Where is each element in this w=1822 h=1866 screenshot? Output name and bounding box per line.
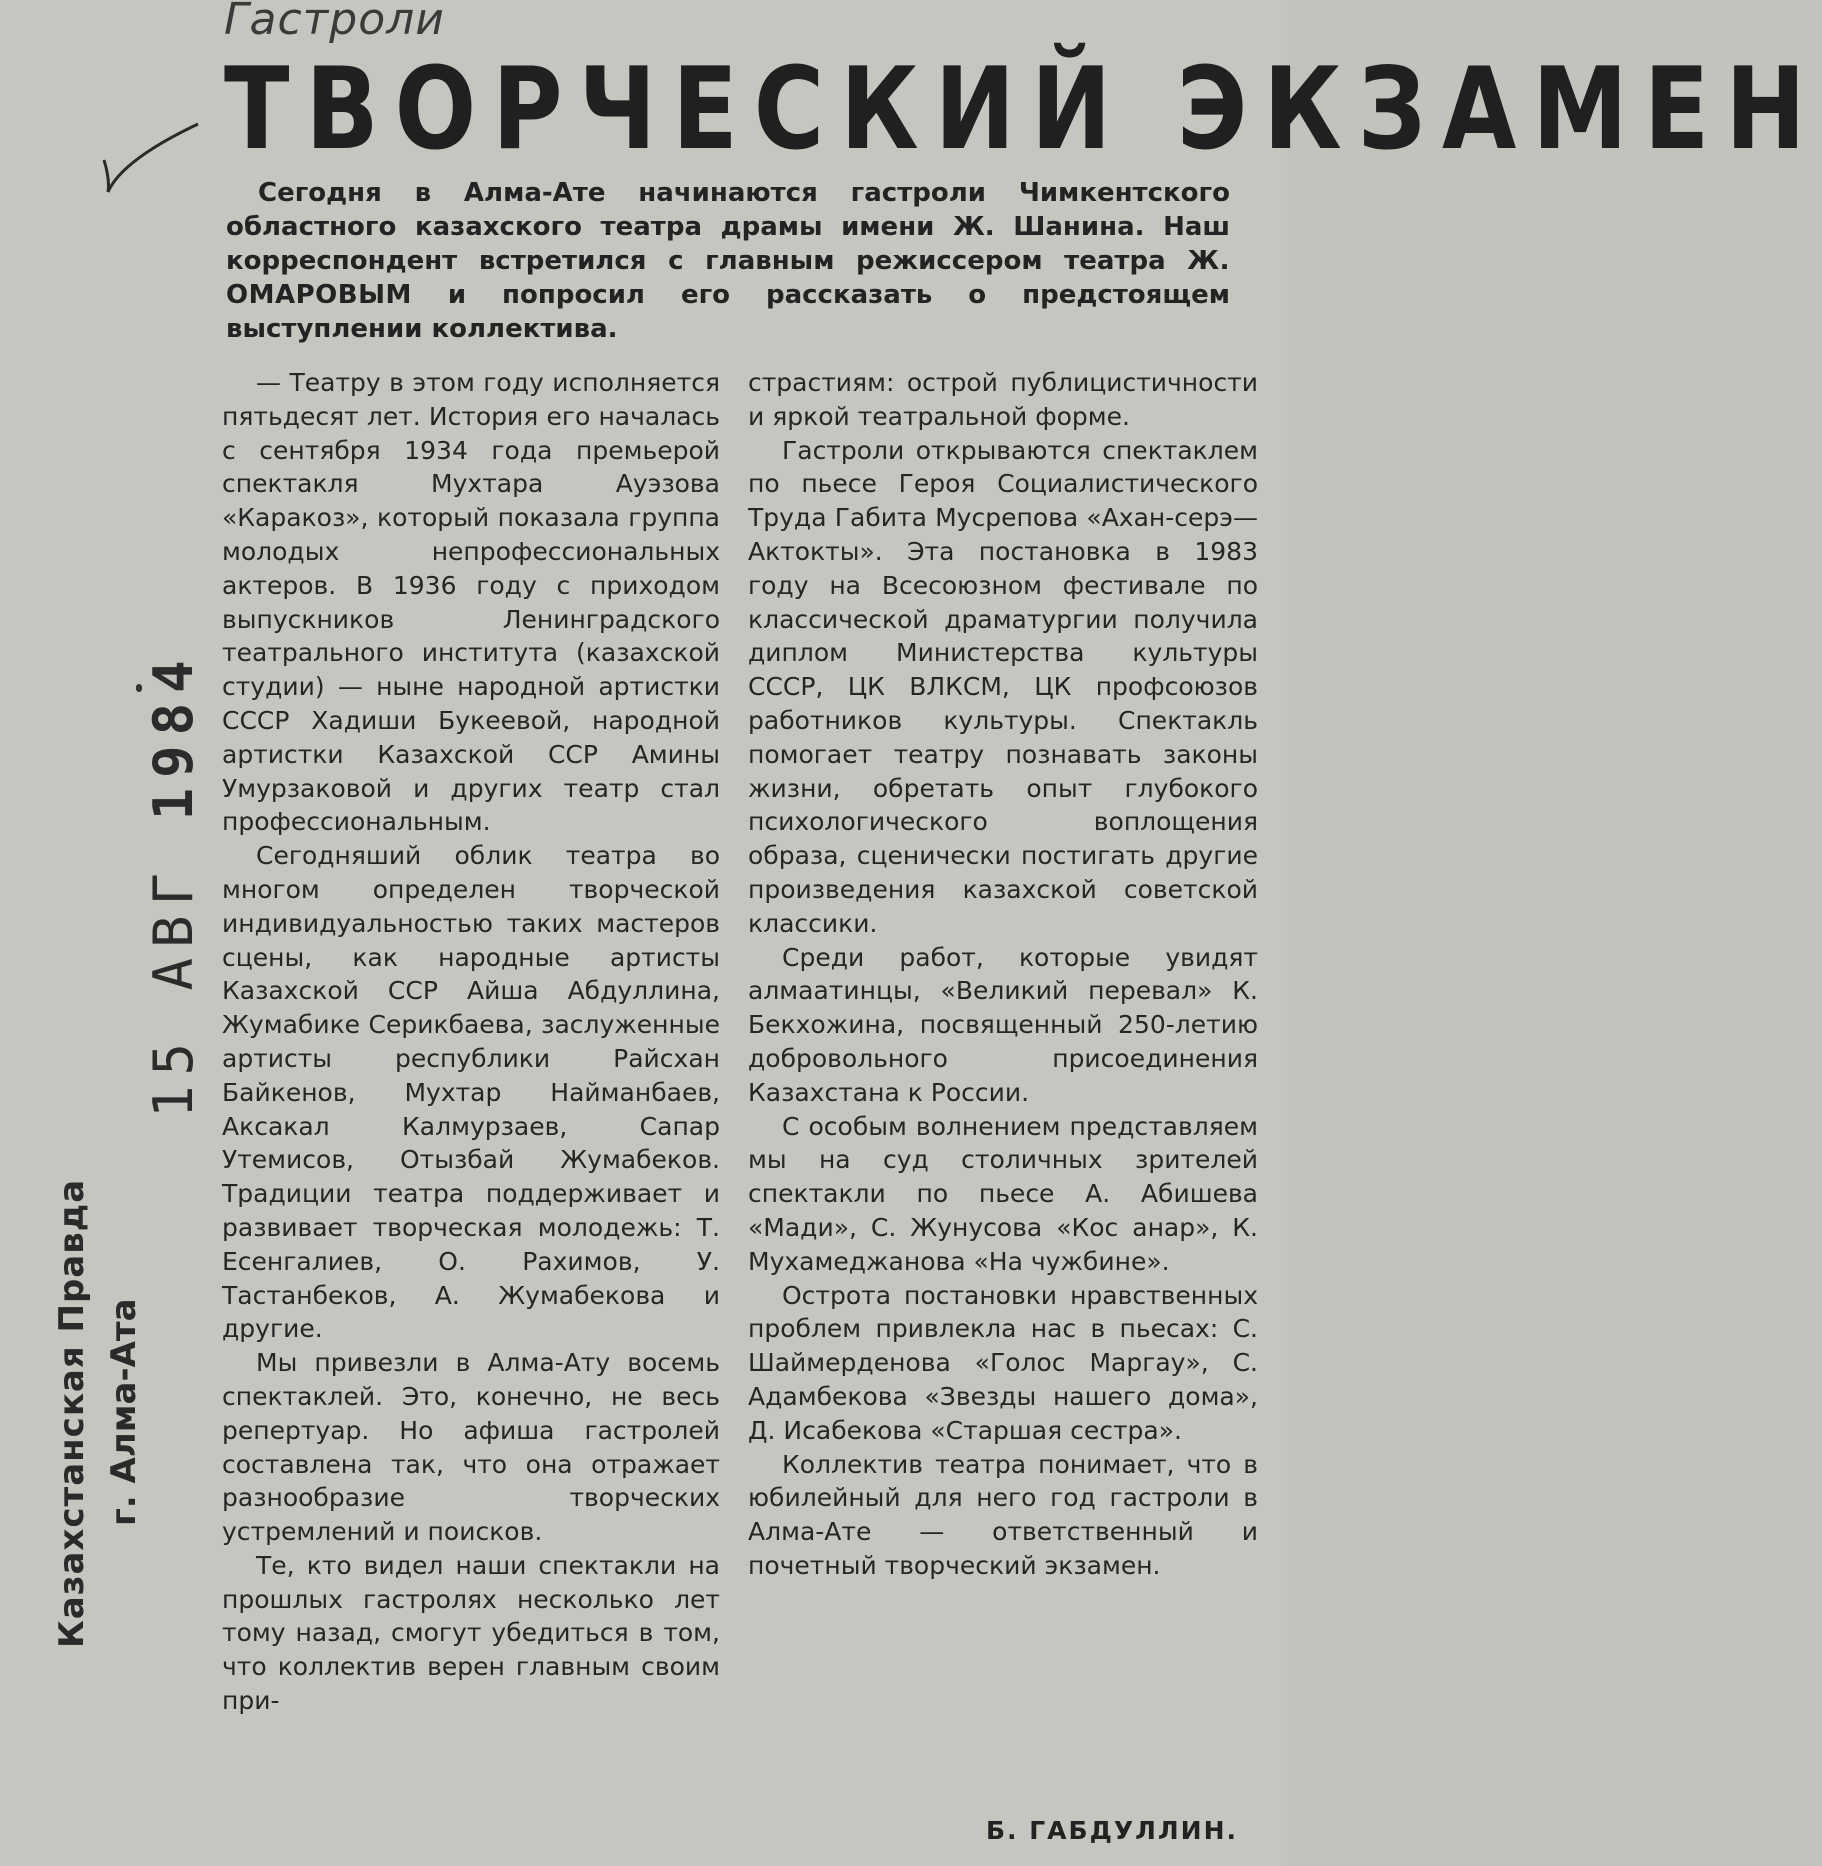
article-column-left <box>222 366 720 1718</box>
date-stamp-day-month: 15 АВГ <box>142 862 205 1118</box>
article-headline: ТВОРЧЕСКИЙ ЭКЗАМЕН <box>224 42 1822 175</box>
paragraph: страстиям: острой публицистичности и яркой театральной форме. <box>748 368 1258 431</box>
date-stamp-year: 1984 <box>142 650 205 821</box>
paragraph: Сегодняший облик театра во многом определен творческой индивидуальностью таких мастеров сцены, как народные артисты Казахской ССР Айша Абдуллина, Жумабике Серикбаева, заслуженные артисты республики Райсхан Байкенов, Мухтар Найманбаев, Аксакал Калмурзаев, Сапар Утемисов, Отызбай Жумабеков. Традиции театра поддерживает и развивает творческая молодежь: Т. Есенгалиев, О. Рахимов, У. Тастанбеков, А. Жумабекова и другие. <box>222 841 720 1344</box>
paragraph: Острота постановки нравственных проблем привлекла нас в пьесах: С. Шаймерденова «Голос Маргау», С. Адамбекова «Звезды нашего дома», Д. Исабекова «Старшая сестра». <box>748 1280 1258 1445</box>
check-mark-icon <box>96 120 206 230</box>
author-signature: Б. ГАБДУЛЛИН. <box>986 1816 1239 1845</box>
paragraph: Те, кто видел наши спектакли на прошлых гастролях несколько лет тому назад, смогут убедиться в том, что коллектив верен главным своим при- <box>222 1550 720 1716</box>
rubric-label: Гастроли <box>224 0 445 45</box>
paragraph: Коллектив театра понимает, что в юбилейный для него год гастроли в Алма-Ате — ответственный и почетный творческий экзамен. <box>748 1449 1258 1580</box>
ink-dot <box>136 684 142 692</box>
paragraph: Среди работ, которые увидят алмаатинцы, «Великий перевал» К. Бекхожина, посвященный 250-летию добровольного присоединения Казахстана к России. <box>748 942 1258 1107</box>
paragraph: Мы привезли в Алма-Ату восемь спектаклей. Это, конечно, не весь репертуар. Но афиша гастролей составлена так, что она отражает разнообразие творческих устремлений и поисков. <box>222 1348 720 1547</box>
article-column-right <box>748 366 1258 1583</box>
city-stamp: г. Алма-Ата <box>104 1298 144 1526</box>
paragraph: С особым волнением представляем мы на суд столичных зрителей спектакли по пьесе А. Абишева «Мади», С. Жунусова «Кос анар», К. Мухамеджанова «На чужбине». <box>748 1111 1258 1276</box>
date-stamp <box>142 650 205 1118</box>
article-lead <box>226 176 1230 346</box>
lead-text-start: Сегодня в Алма-Ате начинаются гастроли Чимкентского областного казахского театра драмы имени Ж. Шанина. Наш корреспондент встретился с главным режиссером театра <box>226 178 1230 276</box>
paragraph: Гастроли открываются спектаклем по пьесе Героя Социалистического Труда Габита Мусрепова «Ахан-серэ—Актокты». Эта постановка в 1983 году на Всесоюзном фестивале по классической драматургии получила диплом Министерства культуры СССР, ЦК ВЛКСМ, ЦК профсоюзов работников культуры. Спектакль помогает театру познавать законы жизни, обретать опыт глубокого психологического воплощения образа, сценически постигать другие произведения казахской советской классики. <box>748 435 1258 938</box>
newspaper-name-stamp: Казахстанская Правда <box>52 1178 92 1648</box>
paragraph: — Театру в этом году исполняется пятьдесят лет. История его началась с сентября 1934 года премьерой спектакля Мухтара Ауэзова «Каракоз», который показала группа молодых непрофессиональных актеров. В 1936 году с приходом выпускников Ленинградского театрального института (казахской студии) — ныне народной артистки СССР Хадиши Букеевой, народной артистки Казахской ССР Амины Умурзаковой и других театр стал профессиональным. <box>222 368 720 837</box>
lead-interviewee-name: Ж. ОМАРОВЫМ <box>226 246 1230 310</box>
lead-text-end: и попросил его рассказать о предстоящем выступлении коллектива. <box>226 280 1230 344</box>
